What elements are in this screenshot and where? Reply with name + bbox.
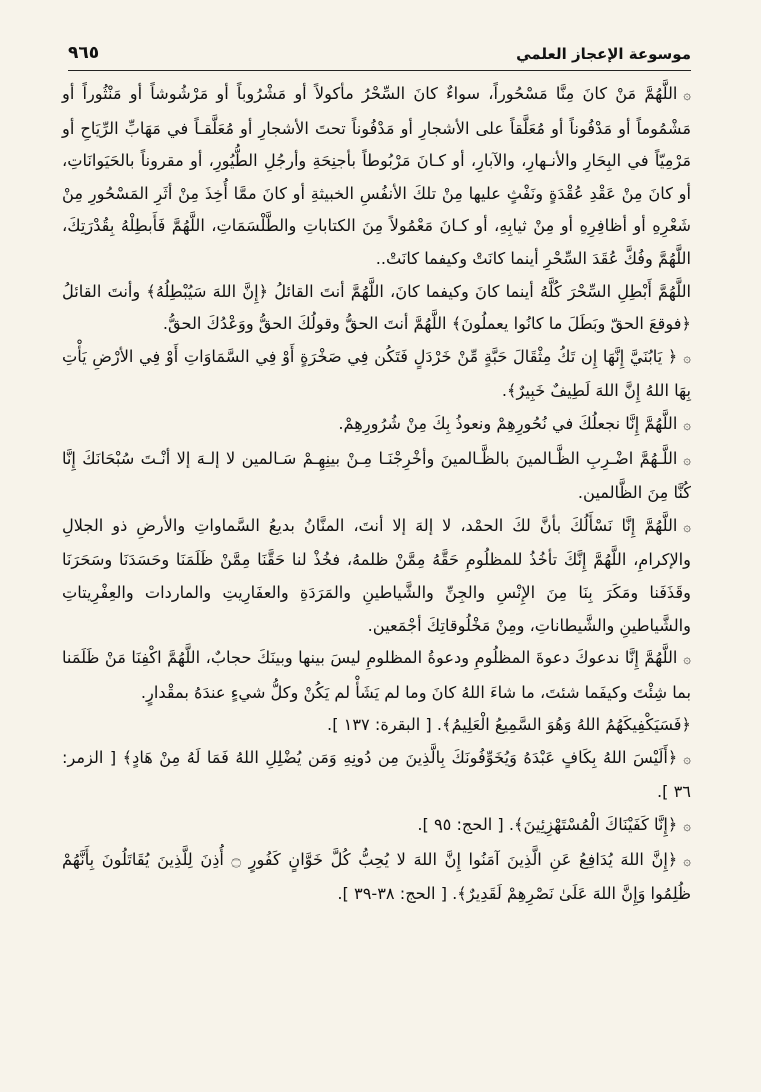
paragraph	[62, 642, 691, 709]
paragraph-text: اللَّهُمَّ أَبْطِلِ السِّحْرَ كُلَّهُ أينما كانَ وكيفما كانَ، اللَّهُمَّ أنتَ القائلُ ﴿إِنَّ اللهَ سَيُبْطِلُهُ﴾ وأنتَ القائلُ ﴿فوقعَ الحقّ وبَطَلَ ما كانُوا يعملُونَ﴾ اللَّهُمَّ أنتَ الحقُّ وقولُكَ الحقُّ ووَعْدُكَ الحقُّ.	[62, 281, 691, 334]
star-bullet-icon: ۞	[683, 519, 691, 535]
paragraph-text: ﴿إِنَّ اللهَ يُدَافِعُ عَنِ الَّذِينَ آمَنُوا إِنَّ اللهَ لا يُحِبُّ كُلَّ خَوَّانٍ كَفُورٍ ۝ أُذِنَ لِلَّذِينَ يُقَاتَلُونَ بِأَنَّهُمْ ظُلِمُوا وَإِنَّ اللهَ عَلَىٰ نَصْرِهِمْ لَقَدِيرٌ﴾. [ الحج: ٣٨-٣٩ ].	[62, 849, 691, 904]
paragraph	[62, 809, 691, 844]
paragraph	[62, 709, 691, 742]
header-rule	[68, 70, 691, 71]
star-bullet-icon: ۞	[683, 819, 691, 835]
paragraph	[62, 443, 691, 510]
paragraph	[62, 510, 691, 642]
paragraph	[62, 276, 691, 341]
star-bullet-icon: ۞	[683, 652, 691, 668]
paragraph-text: ﴿إِنَّا كَفَيْنَاكَ الْمُسْتَهْزِئِينَ﴾. [ الحج: ٩٥ ].	[417, 815, 678, 835]
paragraph	[62, 844, 691, 911]
paragraph-text: اللَّهُمَّ إِنَّا نجعلُكَ في نُحُورِهِمْ ونعوذُ بِكَ مِنْ شُرُورِهِمْ.	[338, 413, 678, 433]
star-bullet-icon: ۞	[683, 417, 691, 433]
paragraph-text: اللَّهُمَّ مَنْ كانَ مِنَّا مَسْحُوراً، سواءٌ كانَ السِّحْرُ مأكولاً أو مَشْرُوباً أو مَرْشُوشاً أو مَنْثُوراً أو مَشْمُوماً أو مَدْفُوناً أو مُعَلَّقاً على الأشجارِ أو مَدْفُوناً تحتَ الأشجارِ أو مُعَلَّقـاً في مَهَابِّ الرِّيَاحِ أو مَرْمِيّاً في البِحَارِ والأنـهارِ، والآبارِ، أو كـانَ مَرْبُوطاً بأجنِحَةِ وأرجُلِ الطُّيُورِ، أو مقروناً بالحَيَوانَاتِ، أو كانَ مِنْ عَقْدِ عُقْدَةٍ ونَفْثٍ عليها مِنْ تلكَ الأنفُسِ الخبيثةِ أو كانَ ممَّا أُخِذَ مِنْ أثَرِ المَسْحُورِ مِنْ شَعْرِهِ أو أظافِرِهِ أو مِنْ ثيابِهِ، أو كـانَ مَعْمُولاً مِنَ الكتاباتِ والطَّلْسَمَاتِ، اللَّهُمَّ فَأَبطِلْهُ بِقُدْرَتِكَ، اللَّهُمَّ وفُكَّ عُقَدَ السِّحْرِ أينما كانَتْ وكيفما كانَتْ..	[62, 84, 691, 268]
running-title: موسوعة الإعجاز العلمي	[516, 45, 691, 63]
star-bullet-icon: ۞	[683, 350, 691, 366]
star-bullet-icon: ۞	[683, 751, 691, 767]
paragraph	[62, 341, 691, 408]
paragraph-text: ﴿ يَابُنَيَّ إِنَّهَا إِن تَكُ مِثْقَالَ حَبَّةٍ مِّنْ خَرْدَلٍ فَتَكُن فِي صَخْرَةٍ أَوْ فِي السَّمَاوَاتِ أَوْ فِي الأرْضِ يَأْتِ بِهَا اللهُ إِنَّ اللهَ لَطِيفٌ خَبِيرٌ﴾.	[62, 346, 691, 401]
page-header	[68, 42, 691, 68]
paragraph	[62, 408, 691, 443]
star-bullet-icon: ۞	[683, 452, 691, 468]
star-bullet-icon: ۞	[683, 853, 691, 869]
paragraph	[62, 78, 691, 276]
paragraph-text: ﴿فَسَيَكْفِيكَهُمُ اللهُ وَهُوَ السَّمِيعُ الْعَلِيمُ﴾. [ البقرة: ١٣٧ ].	[327, 715, 691, 735]
paragraph-text: اللَّهُمَّ إِنَّا ندعوكَ دعوةَ المظلُومِ ودعوةُ المظلومِ ليسَ بينها وبينَكَ حجابٌ، اللَّهُمَّ اكْفِنَا مَنْ ظَلَمَنا بما شِئْتَ وكيفَما شئتَ، ما شاءَ اللهُ كانَ وما لم يَشَأْ لم يَكُنْ وكلُّ شيءٍ عندَهُ بمقْدارٍ.	[62, 648, 691, 702]
paragraph	[62, 742, 691, 809]
paragraph-text: اللَّهُمَّ إِنَّا نَسْأَلُكَ بأنَّ لكَ الحمْد، لا إلهَ إلا أنتَ، المنَّانُ بديعُ السَّماواتِ والأرضِ ذو الجلالِ والإكرامِ، اللَّهُمَّ إِنَّكَ تأخُذُ للمظلُومِ حَقَّهُ مِمَّنْ ظلمهُ، فخُذْ لنا حَقَّنَا مِمَّنْ ظَلَمَنَا وحَسَدَنَا وسَحَرَنَا وقَذَفَنا ومَكَرَ بِنَا مِنَ الإِنْسِ والجِنِّ والشَّياطينِ والمَرَدَةِ والعفَارِيتِ والماردات والعِفْرِيتاتِ والشَّياطينِ والشَّيطاناتِ، ومِنْ مَخْلُوقاتِكَ أجْمَعين.	[62, 515, 691, 635]
paragraph-text: اللَّـهُمَّ اضْـرِبِ الظَّـالمينَ بالظَّـالمينَ وأخْرِجْنَـا مِـنْ بينِهِـمْ سَـالمين لا إلـهَ إلا أنْـتَ سُبْحَانَكَ إِنَّا كُنَّا مِنَ الظَّالمين.	[62, 448, 691, 503]
paragraph-text: ﴿أَلَيْسَ اللهُ بِكَافٍ عَبْدَهُ وَيُخَوِّفُونَكَ بِالَّذِينَ مِن دُونِهِ وَمَن يُضْلِلِ اللهُ فَمَا لَهُ مِنْ هَادٍ﴾ [ الزمر: ٣٦ ].	[62, 747, 691, 802]
star-bullet-icon: ۞	[683, 88, 691, 103]
page-number: ٩٦٥	[68, 43, 100, 63]
page-body	[62, 78, 691, 911]
